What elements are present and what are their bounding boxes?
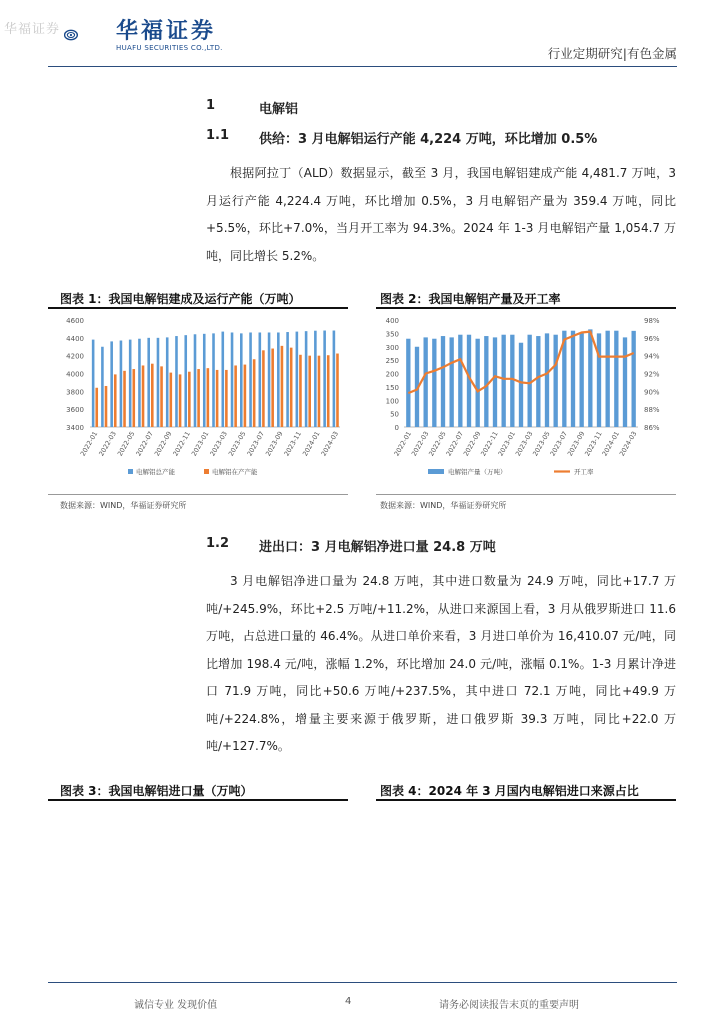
bar-total-capacity: [166, 337, 169, 427]
bar-production: [476, 339, 480, 427]
x-tick-label: 2023-05: [226, 430, 248, 458]
bar-total-capacity: [305, 331, 308, 427]
bar-running-capacity: [225, 370, 228, 427]
bar-total-capacity: [110, 341, 113, 427]
x-tick-label: 2023-05: [531, 430, 552, 458]
x-tick-label: 2022-09: [461, 430, 483, 458]
bar-production: [632, 331, 636, 427]
legend-label-production: 电解铝产量（万吨）: [448, 468, 507, 476]
bar-production: [519, 343, 523, 427]
bar-running-capacity: [197, 369, 200, 427]
logo-chinese-name: 华福证券: [116, 19, 217, 44]
bar-running-capacity: [105, 386, 108, 427]
y-left-tick-label: 0: [394, 424, 399, 432]
y-left-tick-label: 350: [385, 330, 399, 339]
bar-production: [424, 337, 428, 427]
bar-total-capacity: [221, 332, 224, 427]
bar-production: [441, 336, 445, 427]
x-tick-label: 2024-01: [301, 430, 322, 458]
capacity-chart: [48, 312, 348, 490]
bar-production: [510, 335, 514, 427]
paragraph-supply: 根据阿拉丁（ALD）数据显示，截至 3 月，我国电解铝建成产能 4,481.7 万吨，3 月运行产能 4,224.4 万吨，环比增加 0.5%，3 月电解铝产量为 359.4 万吨，同比+5.5%，环比+7.0%，当月开工率为 94.3%。2024 年 1-3 月电解铝产量 1,054.7 万吨，同比增长 5.2%。: [206, 166, 676, 263]
bar-production: [536, 336, 540, 427]
bar-running-capacity: [299, 355, 302, 427]
y-right-tick-label: 92%: [644, 370, 660, 379]
legend-swatch-bar: [428, 469, 444, 474]
bar-production: [458, 335, 462, 427]
bar-production: [545, 333, 549, 427]
bar-running-capacity: [132, 369, 135, 427]
figure-1-title: 图表 1：我国电解铝建成及运行产能（万吨）: [60, 292, 301, 306]
x-tick-label: 2022-03: [97, 430, 118, 458]
figure-2-rule: [376, 307, 676, 309]
x-tick-label: 2024-01: [600, 430, 622, 458]
y-tick-label: 3600: [66, 406, 84, 415]
y-left-tick-label: 100: [385, 397, 399, 406]
bar-running-capacity: [336, 354, 339, 427]
bar-total-capacity: [184, 335, 187, 427]
report-category: 行业定期研究|有色金属: [547, 46, 677, 61]
subsection-number: 1.1: [206, 128, 230, 143]
x-tick-label: 2023-09: [264, 430, 285, 458]
bar-running-capacity: [207, 368, 210, 427]
bar-total-capacity: [286, 332, 289, 427]
figure-3-rule: [48, 799, 348, 801]
bar-total-capacity: [157, 338, 160, 427]
bar-total-capacity: [277, 332, 280, 427]
figure-1-bottom-rule: [48, 494, 348, 495]
y-left-tick-label: 250: [385, 357, 399, 366]
bar-total-capacity: [92, 340, 95, 427]
y-right-tick-label: 98%: [644, 317, 660, 325]
bar-total-capacity: [249, 332, 252, 427]
bar-running-capacity: [114, 374, 117, 427]
production-utilization-chart: [376, 312, 676, 490]
logo-english-name: HUAFU SECURITIES CO.,LTD.: [116, 44, 223, 52]
bar-production: [450, 337, 454, 427]
footer-disclaimer: 请务必阅读报告末页的重要声明: [439, 1000, 579, 1011]
bar-production: [432, 339, 436, 427]
bar-production: [493, 337, 497, 427]
x-tick-label: 2022-01: [78, 430, 100, 458]
bar-production: [554, 335, 558, 427]
bar-total-capacity: [212, 333, 215, 427]
bar-total-capacity: [129, 340, 132, 427]
y-tick-label: 4200: [66, 352, 84, 361]
section-title: 电解铝: [259, 102, 299, 117]
bar-running-capacity: [123, 371, 126, 427]
figure-1-source: 数据来源：WIND，华福证券研究所: [60, 501, 187, 510]
bar-production: [406, 339, 410, 427]
legend-label-utilization: 开工率: [574, 468, 594, 476]
bar-total-capacity: [240, 333, 243, 427]
bar-total-capacity: [268, 332, 271, 427]
subsection-title-2: 进出口：3 月电解铝净进口量 24.8 万吨: [259, 540, 496, 555]
bar-running-capacity: [290, 348, 293, 427]
x-tick-label: 2022-11: [479, 430, 500, 458]
bar-total-capacity: [259, 332, 262, 427]
bar-total-capacity: [194, 334, 197, 427]
figure-3-title: 图表 3：我国电解铝进口量（万吨）: [60, 784, 253, 798]
legend-swatch: [128, 469, 133, 474]
y-left-tick-label: 300: [385, 343, 399, 352]
bar-total-capacity: [101, 347, 104, 427]
bar-total-capacity: [147, 338, 150, 427]
bar-running-capacity: [281, 346, 284, 427]
x-tick-label: 2022-03: [409, 430, 431, 458]
x-tick-label: 2023-11: [583, 430, 604, 458]
bar-running-capacity: [271, 349, 274, 427]
bar-running-capacity: [327, 355, 330, 427]
subsection-title: 供给：3 月电解铝运行产能 4,224 万吨，环比增加 0.5%: [259, 132, 598, 147]
x-tick-label: 2022-09: [152, 430, 174, 458]
bar-running-capacity: [151, 364, 154, 427]
x-tick-label: 2023-01: [496, 430, 518, 458]
figure-2-source: 数据来源：WIND，华福证券研究所: [380, 501, 507, 510]
bar-running-capacity: [308, 356, 311, 427]
bar-running-capacity: [188, 372, 191, 427]
bar-total-capacity: [333, 331, 336, 427]
company-logo-icon: [64, 14, 114, 56]
header-divider: [48, 66, 677, 67]
x-tick-label: 2023-11: [282, 430, 304, 458]
bar-total-capacity: [231, 332, 234, 427]
bar-running-capacity: [318, 356, 321, 427]
y-tick-label: 4400: [66, 334, 84, 343]
bar-running-capacity: [216, 370, 219, 427]
page-number: 4: [345, 996, 352, 1007]
x-tick-label: 2022-07: [134, 430, 155, 458]
bar-total-capacity: [203, 334, 206, 427]
bar-running-capacity: [95, 388, 98, 427]
x-tick-label: 2022-05: [115, 430, 137, 458]
y-left-tick-label: 150: [385, 383, 399, 392]
footer-divider: [48, 982, 677, 983]
y-tick-label: 4000: [66, 370, 84, 379]
bar-total-capacity: [138, 339, 141, 427]
bar-production: [528, 335, 532, 427]
bar-running-capacity: [244, 365, 247, 427]
x-tick-label: 2024-03: [617, 430, 639, 458]
bar-running-capacity: [179, 374, 182, 427]
x-tick-label: 2022-01: [392, 430, 414, 458]
y-tick-label: 3400: [66, 424, 84, 432]
bar-total-capacity: [323, 331, 326, 427]
bar-running-capacity: [234, 365, 237, 427]
y-right-tick-label: 90%: [644, 388, 660, 397]
bar-production: [588, 329, 592, 427]
legend-swatch: [204, 469, 209, 474]
bar-production: [597, 333, 601, 427]
x-tick-label: 2023-03: [513, 430, 535, 458]
subsection-number-2: 1.2: [206, 536, 230, 551]
bar-production: [571, 331, 575, 427]
figure-2-bottom-rule: [376, 494, 676, 495]
legend-label: 电解铝在产产能: [212, 468, 258, 476]
figure-1-rule: [48, 307, 348, 309]
bar-production: [614, 331, 618, 427]
x-tick-label: 2023-07: [548, 430, 570, 458]
section-number: 1: [206, 98, 216, 113]
legend-label: 电解铝总产能: [136, 468, 175, 476]
y-left-tick-label: 400: [385, 317, 399, 325]
figure-2-title: 图表 2：我国电解铝产量及开工率: [380, 292, 561, 306]
bar-production: [502, 335, 506, 427]
bar-total-capacity: [296, 332, 299, 427]
bar-production: [623, 337, 627, 427]
bar-total-capacity: [175, 336, 178, 427]
figure-4-rule: [376, 799, 676, 801]
y-left-tick-label: 200: [385, 370, 399, 379]
y-tick-label: 4600: [66, 317, 84, 325]
footer-slogan: 诚信专业 发现价值: [134, 1000, 218, 1011]
bar-running-capacity: [142, 365, 145, 427]
x-tick-label: 2022-05: [427, 430, 448, 458]
x-tick-label: 2022-11: [171, 430, 192, 458]
paragraph-imports: 3 月电解铝净进口量为 24.8 万吨，其中进口数量为 24.9 万吨，同比+17.7 万吨/+245.9%，环比+2.5 万吨/+11.2%，从进口来源国上看，3 月从俄罗斯进口 11.6 万吨，占总进口量的 46.4%。从进口单价来看，3 月进口单价为 16,410.07 元/吨，同比增加 198.4 元/吨，涨幅 1.2%，环比增加 24.0 元/吨，涨幅 0.1%。1-3 月累计净进口 71.9 万吨，同比+50.6 万吨/+237.5%，其中进口 72.1 万吨，同比+49.9 万吨/+224.8%，增量主要来源于俄罗斯，进口俄罗斯 39.3 万吨，同比+22.0 万吨/+127.7%。: [206, 574, 676, 753]
x-tick-label: 2023-03: [208, 430, 229, 458]
bar-total-capacity: [120, 341, 123, 427]
bar-production: [580, 333, 584, 427]
x-tick-label: 2022-07: [444, 430, 466, 458]
y-right-tick-label: 94%: [644, 352, 660, 361]
bar-total-capacity: [314, 331, 317, 427]
y-right-tick-label: 86%: [644, 424, 660, 432]
bar-running-capacity: [253, 359, 256, 427]
bar-running-capacity: [170, 373, 173, 427]
bar-production: [606, 331, 610, 427]
y-right-tick-label: 96%: [644, 334, 660, 343]
y-left-tick-label: 50: [390, 410, 399, 419]
x-tick-label: 2024-03: [319, 430, 341, 458]
bar-running-capacity: [160, 366, 163, 427]
bar-production: [484, 336, 488, 427]
bar-running-capacity: [262, 350, 265, 427]
x-tick-label: 2023-07: [245, 430, 267, 458]
watermark: 华福证券: [4, 22, 61, 37]
figure-4-title: 图表 4：2024 年 3 月国内电解铝进口来源占比: [380, 784, 639, 798]
x-tick-label: 2023-01: [189, 430, 211, 458]
y-right-tick-label: 88%: [644, 406, 660, 415]
x-tick-label: 2023-09: [565, 430, 587, 458]
y-tick-label: 3800: [66, 388, 84, 397]
